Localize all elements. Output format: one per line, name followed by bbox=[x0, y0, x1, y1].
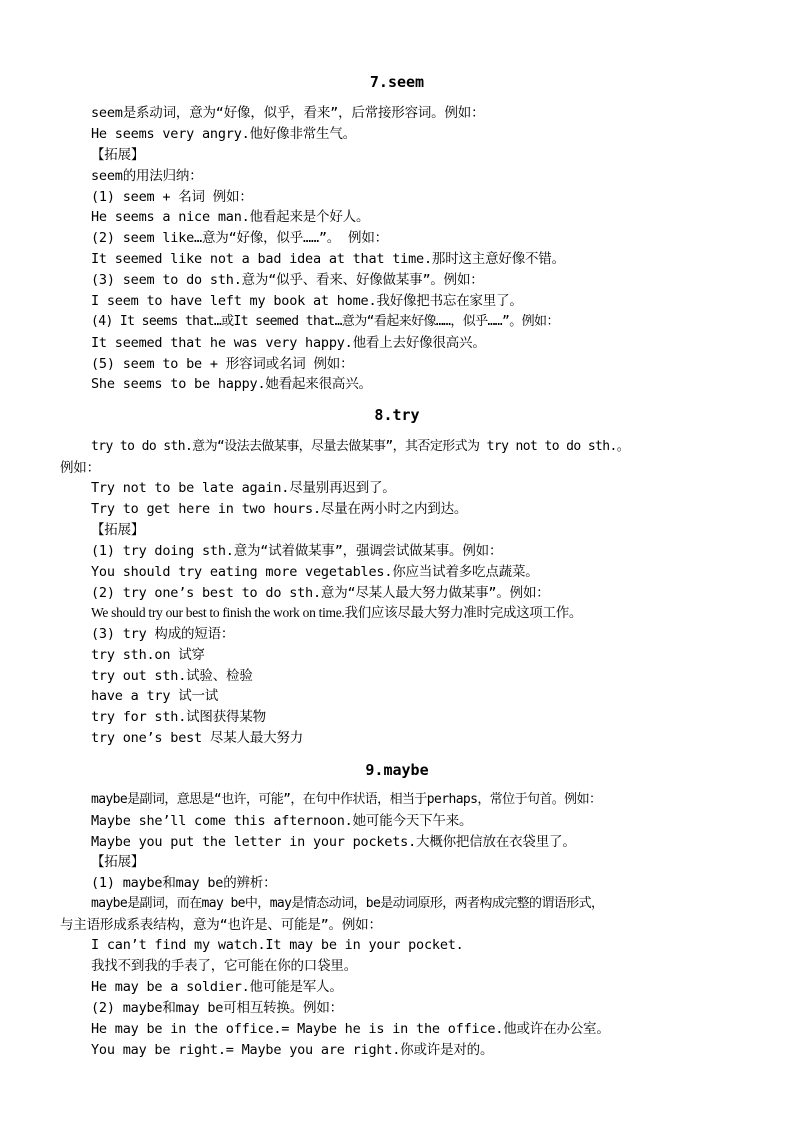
maybe-line-11: (2) maybe和may be可相互转换。例如： bbox=[91, 1000, 343, 1016]
section-title-try: 8.try bbox=[374, 406, 420, 424]
maybe-line-7: 与主语形成系表结构，意为“也许是、可能是”。例如： bbox=[60, 917, 382, 933]
seem-line-13: (5) seem to be + 形容词或名词 例如： bbox=[91, 356, 354, 372]
try-line-9: We should try our best to finish the work on time.我们应该尽最大努力准时完成这项工作。 bbox=[91, 605, 583, 620]
try-line-11: try sth.on 试穿 bbox=[91, 647, 205, 663]
seem-line-10: I seem to have left my book at home.我好像把书忘在家里了。 bbox=[91, 293, 523, 309]
try-line-8: (2) try one’s best to do sth.意为“尽某人最大努力做某事”。例如： bbox=[91, 585, 550, 601]
seem-line-5: (1) seem + 名词 例如： bbox=[91, 189, 253, 205]
maybe-line-13: You may be right.= Maybe you are right.你或许是对的。 bbox=[91, 1042, 494, 1058]
section-title-seem: 7.seem bbox=[369, 73, 425, 91]
maybe-line-10: He may be a soldier.他可能是军人。 bbox=[91, 979, 343, 995]
try-extension-label: 【拓展】 bbox=[91, 522, 145, 538]
maybe-line-1: maybe是副词，意思是“也许，可能”，在句中作状语，相当于perhaps，常位于句首。例如： bbox=[91, 792, 602, 807]
seem-line-4: seem的用法归纳： bbox=[91, 168, 203, 184]
seem-line-6: He seems a nice man.他看起来是个好人。 bbox=[91, 209, 370, 225]
try-line-4: Try to get here in two hours.尽量在两小时之内到达。 bbox=[91, 501, 468, 517]
maybe-line-12: He may be in the office.= Maybe he is in the office.他或许在办公室。 bbox=[91, 1021, 610, 1037]
maybe-line-2: Maybe she’ll come this afternoon.她可能今天下午来。 bbox=[91, 813, 473, 829]
try-line-15: try one’s best 尽某人最大努力 bbox=[91, 730, 304, 746]
seem-line-11: (4) It seems that…或It seemed that…意为“看起来好像……，似乎……”。例如： bbox=[91, 314, 559, 329]
seem-line-9: (3) seem to do sth.意为“似乎、看来、好像做某事”。例如： bbox=[91, 272, 484, 288]
maybe-extension-label: 【拓展】 bbox=[91, 854, 145, 870]
seem-line-14: She seems to be happy.她看起来很高兴。 bbox=[91, 376, 372, 392]
maybe-line-6: maybe是副词，而在may be中，may是情态动词，be是动词原形，两者构成完整的谓语形式， bbox=[91, 896, 604, 911]
try-line-6: (1) try doing sth.意为“试着做某事”，强调尝试做某事。例如： bbox=[91, 543, 503, 559]
try-line-3: Try not to be late again.尽量别再迟到了。 bbox=[91, 480, 396, 496]
seem-line-12: It seemed that he was very happy.他看上去好像很高兴。 bbox=[91, 335, 486, 351]
seem-extension-label: 【拓展】 bbox=[91, 147, 145, 163]
maybe-line-5: (1) maybe和may be的辨析： bbox=[91, 875, 277, 891]
seem-line-8: It seemed like not a bad idea at that time.那时这主意好像不错。 bbox=[91, 251, 565, 267]
try-line-7: You should try eating more vegetables.你应当试着多吃点蔬菜。 bbox=[91, 564, 539, 580]
maybe-line-9: 我找不到我的手表了，它可能在你的口袋里。 bbox=[91, 958, 357, 974]
try-line-12: try out sth.试验、检验 bbox=[91, 668, 253, 684]
try-line-14: try for sth.试图获得某物 bbox=[91, 709, 266, 725]
seem-line-2: He seems very angry.他好像非常生气。 bbox=[91, 126, 356, 142]
seem-line-1: seem是系动词，意为“好像，似乎，看来”，后常接形容词。例如： bbox=[91, 105, 485, 121]
try-line-13: have a try 试一试 bbox=[91, 688, 219, 704]
try-line-1: try to do sth.意为“设法去做某事，尽量去做某事”，其否定形式为 try not to do sth.。 bbox=[91, 439, 630, 454]
maybe-line-3: Maybe you put the letter in your pockets.大概你把信放在衣袋里了。 bbox=[91, 834, 576, 850]
maybe-line-8: I can’t find my watch.It may be in your pocket. bbox=[91, 937, 464, 953]
seem-line-7: (2) seem like…意为“好像，似乎……”。 例如： bbox=[91, 230, 388, 246]
try-line-10: (3) try 构成的短语： bbox=[91, 626, 235, 642]
try-line-2: 例如： bbox=[60, 460, 100, 476]
section-title-maybe: 9.maybe bbox=[365, 761, 429, 779]
